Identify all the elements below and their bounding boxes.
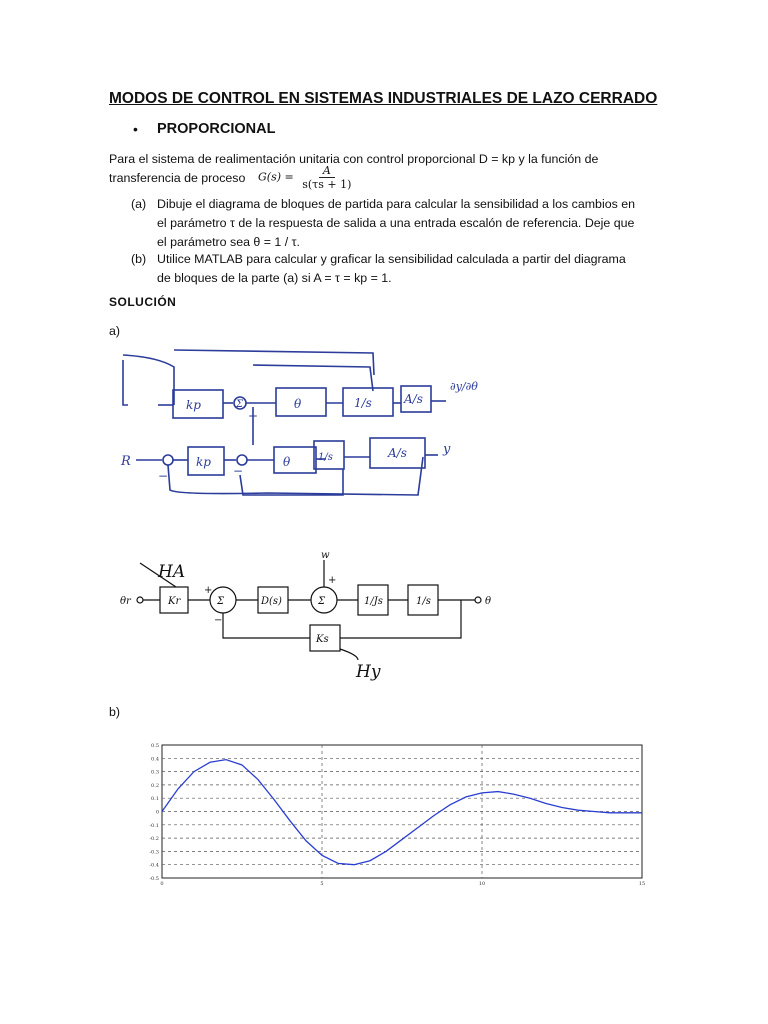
diagram-plus-2: +	[328, 575, 337, 586]
y-tick-label: -0.2	[149, 836, 159, 843]
item-b-line-1: Utilice MATLAB para calcular y graficar la sensibilidad calculada a partir del diagrama	[157, 252, 626, 266]
y-tick-label: -0.5	[149, 876, 159, 882]
item-a-line-3: el parámetro sea θ = 1 / τ.	[157, 235, 300, 249]
diagram-one-over-Js: 1/Js	[364, 596, 383, 607]
x-tick-label: 5	[320, 881, 324, 887]
sketch-plus-top: +	[248, 409, 259, 423]
diagram-w-label: w	[321, 550, 330, 561]
diagram-theta-out: θ	[485, 596, 492, 607]
equation-denominator: s(τs + 1)	[302, 178, 352, 191]
sketch-minus-mid: −	[233, 464, 244, 478]
item-a-line-1: Dibuje el diagrama de bloques de partida para calcular la sensibilidad a los cambios en	[157, 197, 636, 211]
y-tick-label: 0.2	[151, 782, 159, 789]
diagram-HA-handwritten: HA	[158, 562, 186, 582]
sketch-R-label: R	[121, 454, 131, 469]
y-tick-label: -0.1	[149, 822, 159, 829]
x-tick-label: 15	[638, 881, 646, 887]
sensitivity-plot	[138, 735, 658, 890]
y-tick-label: -0.4	[149, 862, 159, 869]
sketch-kp-top: kp	[186, 398, 201, 412]
sketch-A-over-s-top: A/s	[404, 392, 423, 406]
y-tick-label: 0.3	[151, 769, 159, 776]
hand-sketch-block-diagram	[118, 345, 451, 505]
diagram-plus-1: +	[204, 585, 213, 596]
sketch-y-label: y	[443, 442, 451, 457]
document-title: MODOS DE CONTROL EN SISTEMAS INDUSTRIALES DE LAZO CERRADO	[109, 90, 658, 107]
sketch-output-derivative-label: ∂y/∂θ	[450, 380, 478, 393]
diagram-sum-1: Σ	[217, 596, 225, 607]
y-tick-label: 0.5	[151, 743, 159, 749]
diagram-Kr: Kr	[168, 596, 181, 607]
sketch-sum-top: Σ	[236, 399, 244, 410]
sketch-theta-bottom: θ	[283, 455, 291, 469]
sketch-one-over-s-top: 1/s	[354, 396, 372, 410]
y-tick-label: -0.3	[149, 849, 159, 856]
diagram-sum-2: Σ	[318, 596, 326, 607]
x-tick-label: 10	[478, 881, 486, 887]
y-tick-label: 0	[155, 809, 159, 816]
item-a-line-2: el parámetro τ de la respuesta de salida a una entrada escalón de referencia. Deje que	[157, 216, 635, 230]
x-tick-label: 0	[160, 881, 164, 887]
item-b-line-2: de bloques de la parte (a) si A = τ = kp = 1.	[157, 271, 392, 285]
diagram-Hy-handwritten: Hy	[356, 662, 381, 682]
section-bullet-heading: PROPORCIONAL	[157, 121, 276, 137]
part-a-label: a)	[109, 324, 121, 338]
equation-numerator: A	[319, 164, 335, 178]
y-tick-label: 0.4	[151, 756, 159, 763]
part-b-label: b)	[109, 705, 121, 719]
printed-block-diagram	[118, 545, 518, 690]
diagram-minus-1: −	[214, 615, 223, 626]
item-a-label: (a)	[131, 197, 147, 211]
transfer-function-equation	[258, 164, 353, 191]
diagram-one-over-s: 1/s	[416, 596, 431, 607]
bullet-dot-icon: •	[133, 121, 138, 137]
intro-line-1: Para el sistema de realimentación unitaria con control proporcional D = kp y la función de	[109, 152, 599, 166]
solution-heading: SOLUCIÓN	[109, 295, 177, 309]
sketch-A-over-s-bottom: A/s	[388, 446, 407, 460]
diagram-Ds: D(s)	[261, 596, 282, 607]
sketch-theta-top: θ	[294, 397, 302, 411]
sketch-kp-bottom: kp	[196, 455, 211, 469]
y-tick-label: 0.1	[151, 796, 159, 803]
sketch-one-over-s-bottom: 1/s	[318, 452, 333, 463]
sketch-minus-bottom: −	[158, 469, 169, 483]
equation-lhs: G(s) =	[258, 170, 294, 184]
intro-line-2: transferencia de proceso	[109, 171, 246, 185]
diagram-theta-r: θr	[120, 596, 131, 607]
diagram-Ks: Ks	[316, 634, 329, 645]
item-b-label: (b)	[131, 252, 147, 266]
